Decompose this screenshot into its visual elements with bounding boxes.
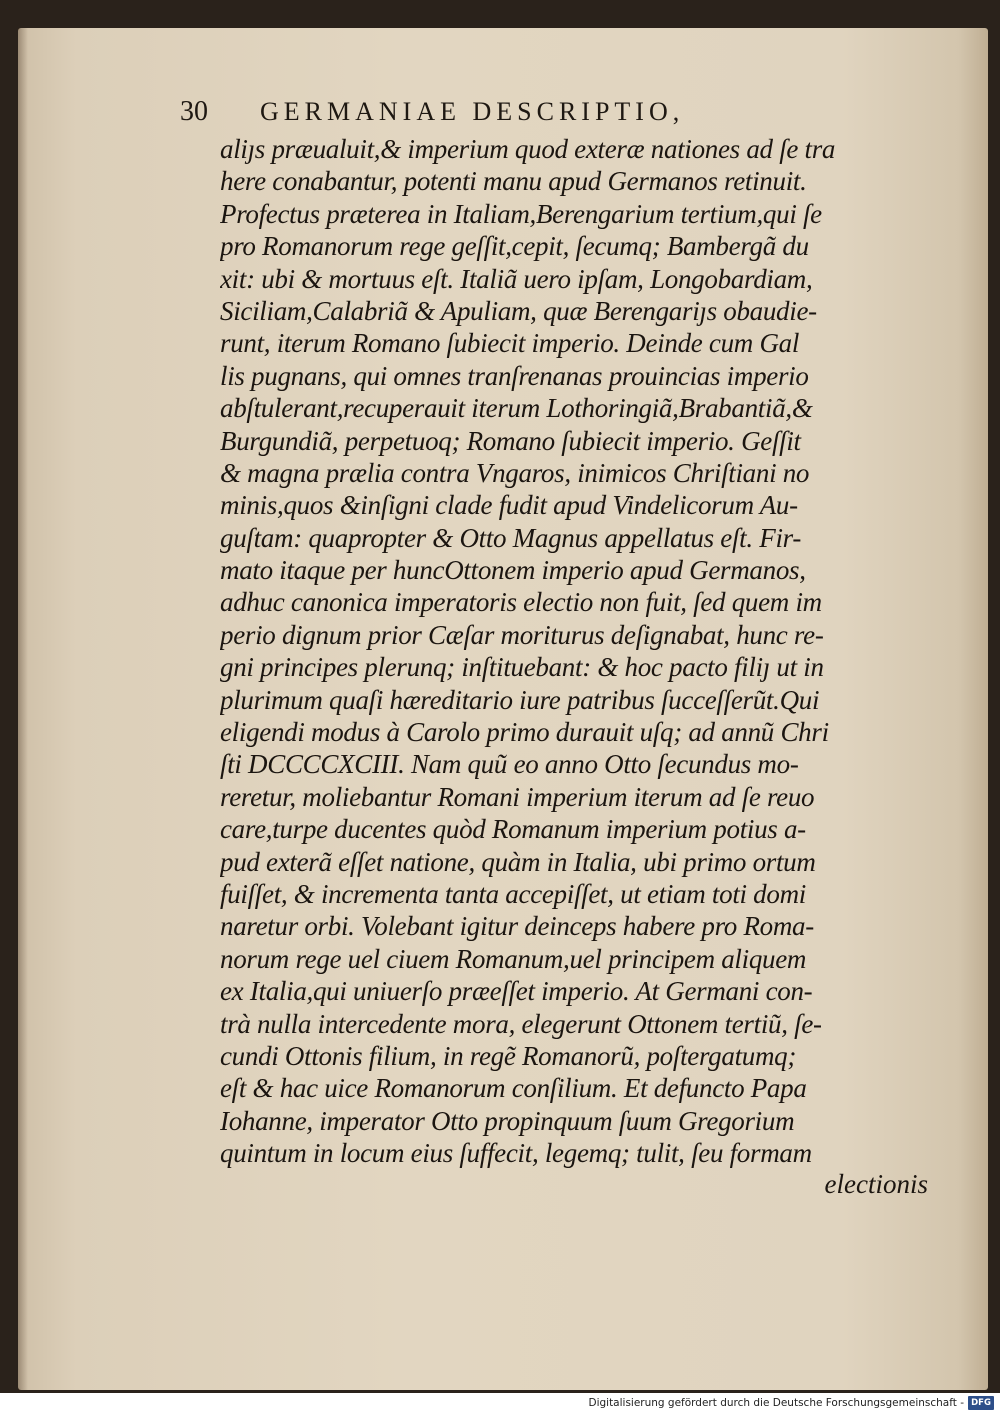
text-line: abſtulerant,recuperauit iterum Lothoringiã,Brabantiã,& [220, 393, 813, 424]
text-line: trà nulla intercedente mora, elegerunt Ottonem tertiũ, ſe- [220, 1008, 822, 1039]
text-line: eſt & hac uice Romanorum conſilium. Et defuncto Papa [220, 1073, 807, 1104]
running-head-title: GERMANIAE DESCRIPTIO, [260, 97, 685, 126]
text-line: pro Romanorum rege geſſit,cepit, ſecumq; Bambergã du [220, 231, 809, 262]
text-line: fuiſſet, & incrementa tanta accepiſſet, ut etiam toti domi [220, 878, 806, 909]
text-line: Siciliam,Calabriã & Apuliam, quæ Berengariȷs obaudie- [220, 295, 817, 326]
text-line: Burgundiã, perpetuoq; Romano ſubiecit imperio. Geſſit [220, 425, 801, 456]
page-number: 30 [180, 96, 208, 127]
text-line: here conabantur, potenti manu apud Germanos retinuit. [220, 166, 807, 197]
text-line: quintum in locum eius ſuffecit, legemq; tulit, ſeu formam [220, 1138, 812, 1169]
text-line: gni principes plerunq; inſtituebant: & hoc pacto filiȷ ut in [220, 652, 824, 683]
text-line: runt, iterum Romano ſubiecit imperio. Deinde cum Gal [220, 328, 800, 359]
catchword: electionis [824, 1169, 928, 1199]
text-line: minis,quos &inſigni clade fudit apud Vindelicorum Au- [220, 490, 798, 521]
text-line: aliȷs præualuit,& imperium quod exteræ nationes ad ſe tra [220, 134, 836, 164]
text-line: lis pugnans, qui omnes tranſrenanas prouincias imperio [220, 360, 809, 391]
text-line: xit: ubi & mortuus eſt. Italiã uero ipſam, Longobardiam, [220, 263, 813, 294]
dfg-logo-icon: DFG [968, 1396, 994, 1410]
text-line: mato itaque per huncOttonem imperio apud Germanos, [220, 555, 806, 586]
text-line: cundi Ottonis filium, in regẽ Romanorũ, poſtergatumq; [220, 1040, 797, 1071]
text-line: & magna prælia contra Vngaros, inimicos Chriſtiani no [220, 457, 810, 488]
body-text [220, 133, 940, 1170]
text-line: guſtam: quapropter & Otto Magnus appellatus eſt. Fir- [220, 522, 802, 553]
text-line: eligendi modus à Carolo primo durauit uſq; ad annũ Chri [220, 717, 829, 748]
text-line: pud exterã eſſet natione, quàm in Italia, ubi primo ortum [220, 846, 816, 877]
text-line: norum rege uel ciuem Romanum,uel principem aliquem [220, 943, 807, 974]
text-line: perio dignum prior Cæſar moriturus deſignabat, hunc re- [220, 619, 824, 650]
text-line: naretur orbi. Volebant igitur deinceps habere pro Roma- [220, 911, 814, 942]
footer-bar [0, 1393, 1000, 1413]
text-line: plurimum quaſi hæreditario iure patribus ſucceſſerũt.Qui [220, 684, 820, 715]
funding-credit: Digitalisierung gefördert durch die Deutsche Forschungsgemeinschaft - [588, 1397, 964, 1409]
text-line: care,turpe ducentes quòd Romanum imperium potius a- [220, 814, 806, 845]
text-line: ſti DCCCCXCIII. Nam quũ eo anno Otto ſecundus mo- [220, 749, 799, 780]
text-line: adhuc canonica imperatoris electio non fuit, ſed quem im [220, 587, 822, 618]
text-line: Profectus præterea in Italiam,Berengarium tertium,qui ſe [220, 198, 822, 229]
running-head [180, 92, 860, 132]
page-gutter-shadow [18, 28, 28, 1390]
text-line: reretur, moliebantur Romani imperium iterum ad ſe reuo [220, 781, 815, 812]
text-line: ex Italia,qui uniuerſo præeſſet imperio. At Germani con- [220, 976, 813, 1007]
text-line: Iohanne, imperator Otto propinquum ſuum Gregorium [220, 1105, 795, 1136]
